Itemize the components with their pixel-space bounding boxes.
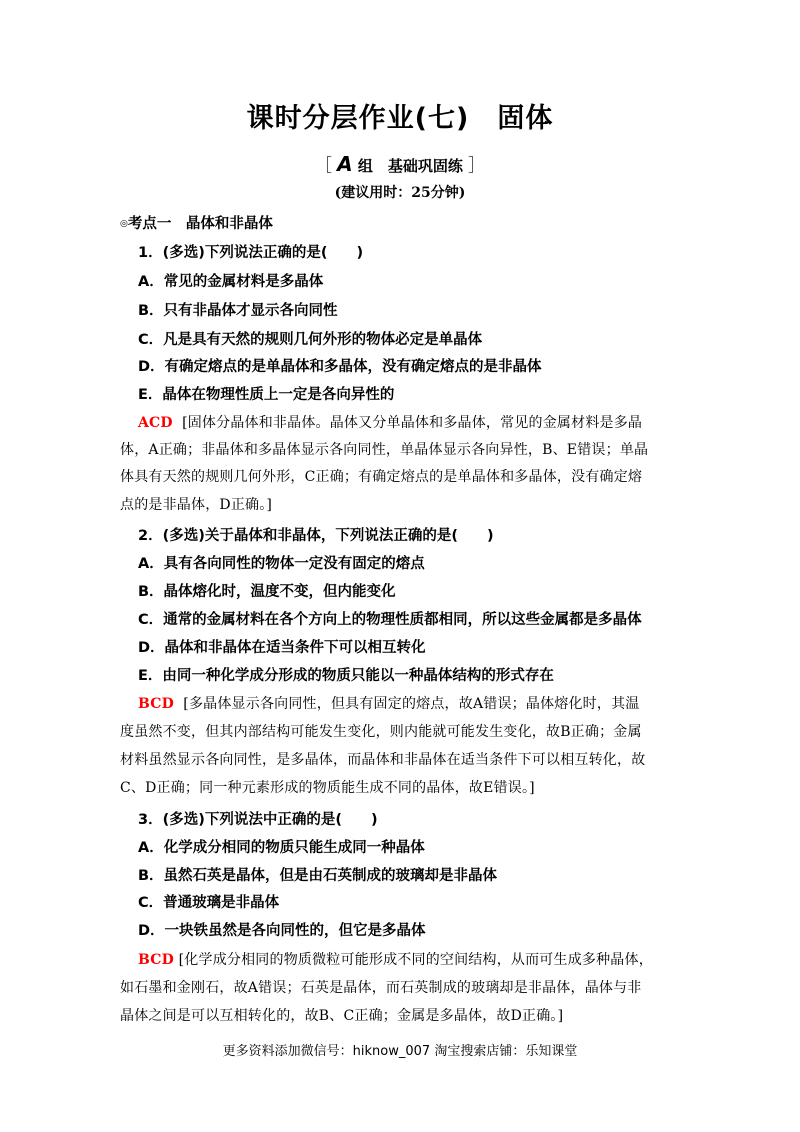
group-text: 组 基础巩固练	[357, 157, 463, 175]
answer-key: BCD	[138, 696, 174, 712]
answer-line	[138, 950, 728, 970]
option: A．具有各向同性的物体一定没有固定的熔点	[138, 556, 425, 572]
footer-note: 更多资料添加微信号：hiknow_007 淘宝搜索店铺：乐知课堂	[222, 1044, 578, 1059]
explanation-line: 如石墨和金刚石，故A错误；石英是晶体，而石英制成的玻璃却是非晶体，晶体与非	[120, 980, 642, 996]
target-mark-icon: ◎	[120, 219, 128, 229]
page-title: 课时分层作业(七) 固体	[246, 103, 554, 134]
option: C．普通玻璃是非晶体	[138, 895, 280, 911]
option: C．通常的金属材料在各个方向上的物理性质都相同，所以这些金属都是多晶体	[138, 612, 642, 628]
option: B．晶体熔化时，温度不变，但内能变化	[138, 584, 396, 600]
option: E．晶体在物理性质上一定是各向异性的	[138, 387, 395, 403]
explanation-text: [多晶体显示各向同性，但具有固定的熔点，故A错误；晶体熔化时，其温	[183, 696, 640, 712]
topic-heading	[120, 214, 710, 234]
question-stem: 1．(多选)下列说法正确的是( )	[138, 245, 364, 261]
option: C．凡是具有天然的规则几何外形的物体必定是单晶体	[138, 332, 483, 348]
explanation-line: 材料虽然显示各向同性，是多晶体，而晶体和非晶体在适当条件下可以相互转化，故	[120, 752, 646, 768]
option: D．一块铁虽然是各向同性的，但它是多晶体	[138, 923, 426, 939]
option: D．晶体和非晶体在适当条件下可以相互转化	[138, 640, 426, 656]
option: D．有确定熔点的是单晶体和多晶体，没有确定熔点的是非晶体	[138, 359, 542, 375]
explanation-line: 度虽然不变，但其内部结构可能发生变化，则内能就可能发生变化，故B正确；金属	[120, 724, 642, 740]
question-stem: 3．(多选)下列说法中正确的是( )	[138, 812, 378, 828]
explanation-line: 体，A正确；非晶体和多晶体显示各向同性，单晶体显示各向异性，B、E错误；单晶	[120, 442, 649, 458]
explanation-line: C、D正确；同一种元素形成的物质能生成不同的晶体，故E错误。]	[120, 780, 535, 796]
explanation-line: 晶体之间是可以互相转化的，故B、C正确；金属是多晶体，故D正确。]	[120, 1008, 564, 1024]
answer-line	[138, 694, 728, 714]
explanation-text: [化学成分相同的物质微粒可能形成不同的空间结构，从而可生成多种晶体，	[178, 952, 653, 968]
topic-text: 考点一 晶体和非晶体	[127, 216, 273, 232]
explanation-line: 点的是非晶体，D正确。]	[120, 497, 273, 513]
answer-line	[138, 413, 728, 433]
answer-key: ACD	[138, 415, 173, 431]
answer-key: BCD	[138, 952, 174, 968]
group-letter: A	[337, 152, 353, 176]
group-bracket-close: ］	[468, 156, 486, 176]
question-stem: 2．(多选)关于晶体和非晶体，下列说法正确的是( )	[138, 528, 494, 544]
option: E．由同一种化学成分形成的物质只能以一种晶体结构的形式存在	[138, 668, 554, 684]
time-note: (建议用时：25分钟)	[334, 185, 466, 201]
group-label	[0, 151, 800, 176]
option: A．化学成分相同的物质只能生成同一种晶体	[138, 840, 425, 856]
option: B．虽然石英是晶体，但是由石英制成的玻璃却是非晶体	[138, 868, 498, 884]
option: A．常见的金属材料是多晶体	[138, 274, 324, 290]
explanation-line: 体具有天然的规则几何外形，C正确；有确定熔点的是单晶体和多晶体，没有确定熔	[120, 469, 643, 485]
option: B．只有非晶体才显示各向同性	[138, 303, 338, 319]
explanation-text: [固体分晶体和非晶体。晶体又分单晶体和多晶体，常见的金属材料是多晶	[182, 415, 643, 431]
group-bracket-open: ［	[314, 156, 332, 176]
